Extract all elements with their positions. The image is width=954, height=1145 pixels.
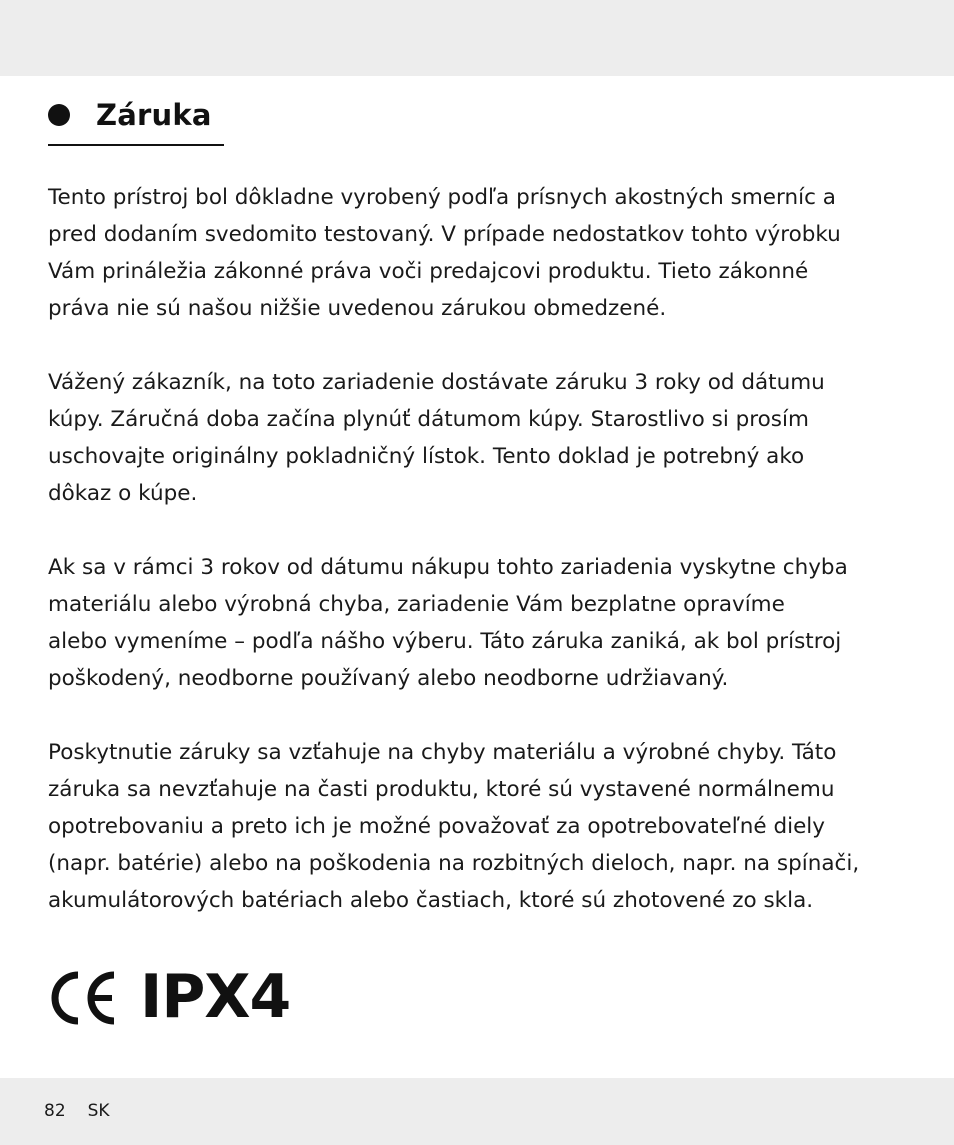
text-line: opotrebovaniu a preto ich je možné považovať za opotrebovateľné diely <box>48 814 826 839</box>
section-heading <box>48 98 212 132</box>
language-code: SK <box>87 1101 110 1121</box>
ce-mark-icon <box>46 971 118 1025</box>
paragraph-1 <box>48 179 928 327</box>
certification-marks <box>46 962 291 1032</box>
text-line: Poskytnutie záruky sa vzťahuje na chyby materiálu a výrobné chyby. Táto <box>48 740 837 765</box>
text-line: záruka sa nevzťahuje na časti produktu, ktoré sú vystavené normálnemu <box>48 777 835 802</box>
footer-band <box>0 1078 954 1145</box>
text-line: práva nie sú našou nižšie uvedenou zárukou obmedzené. <box>48 296 667 321</box>
text-line: Vážený zákazník, na toto zariadenie dostávate záruku 3 roky od dátumu <box>48 370 825 395</box>
text-line: materiálu alebo výrobná chyba, zariadenie Vám bezplatne opravíme <box>48 592 785 617</box>
text-line: poškodený, neodborne používaný alebo neodborne udržiavaný. <box>48 666 729 691</box>
paragraph-2 <box>48 364 928 512</box>
heading-underline <box>48 144 224 146</box>
text-line: akumulátorových batériach alebo častiach, ktoré sú zhotovené zo skla. <box>48 888 814 913</box>
warranty-text <box>48 179 928 956</box>
ipx4-rating: IPX4 <box>140 962 291 1032</box>
heading-title: Záruka <box>96 98 212 132</box>
text-line: dôkaz o kúpe. <box>48 481 198 506</box>
bullet-icon <box>48 104 70 126</box>
text-line: Vám prináležia zákonné práva voči predajcovi produktu. Tieto zákonné <box>48 259 809 284</box>
page-footer <box>44 1101 132 1121</box>
text-line: Tento prístroj bol dôkladne vyrobený podľa prísnych akostných smerníc a <box>48 185 836 210</box>
text-line: kúpy. Záručná doba začína plynúť dátumom kúpy. Starostlivo si prosím <box>48 407 809 432</box>
page-number: 82 <box>44 1101 66 1121</box>
text-line: Ak sa v rámci 3 rokov od dátumu nákupu tohto zariadenia vyskytne chyba <box>48 555 848 580</box>
header-band <box>0 0 954 76</box>
paragraph-4 <box>48 734 928 919</box>
text-line: (napr. batérie) alebo na poškodenia na rozbitných dieloch, napr. na spínači, <box>48 851 860 876</box>
text-line: uschovajte originálny pokladničný lístok. Tento doklad je potrebný ako <box>48 444 805 469</box>
text-line: pred dodaním svedomito testovaný. V prípade nedostatkov tohto výrobku <box>48 222 841 247</box>
paragraph-3 <box>48 549 928 697</box>
text-line: alebo vymeníme – podľa nášho výberu. Táto záruka zaniká, ak bol prístroj <box>48 629 842 654</box>
